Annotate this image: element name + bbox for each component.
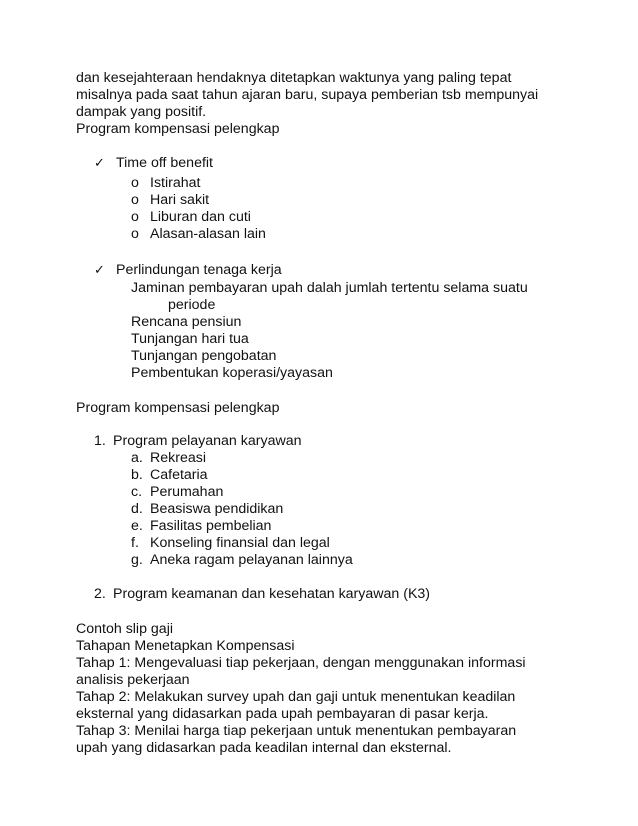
item-number: 2.	[94, 586, 106, 602]
lettered-item	[131, 450, 206, 467]
intro-line: misalnya pada saat tahun ajaran baru, supaya pemberian tsb mempunyai	[76, 87, 539, 103]
list-item	[131, 209, 251, 226]
closing-paragraph	[76, 621, 588, 757]
numbered-label: Program pelayanan karyawan	[113, 433, 302, 449]
paragraph-line: Tahapan Menetapkan Kompensasi	[76, 638, 295, 654]
paragraph-line: Tahap 3: Menilai harga tiap pekerjaan untuk menentukan pembayaran	[76, 723, 517, 739]
item-letter: c.	[131, 484, 143, 500]
list-item-text: Alasan-alasan lain	[150, 226, 266, 242]
section-heading: Program kompensasi pelengkap	[76, 400, 280, 416]
lettered-item	[131, 484, 223, 501]
list-item: Rencana pensiun	[131, 314, 242, 330]
list-item: Pembentukan koperasi/yayasan	[131, 365, 333, 381]
circle-bullet-icon: o	[131, 192, 139, 208]
checkmark-icon: ✓	[94, 156, 105, 171]
checkmark-icon: ✓	[94, 263, 105, 278]
lettered-item	[131, 501, 283, 518]
bullet-perlindungan	[94, 262, 282, 279]
list-item	[131, 175, 200, 192]
item-letter: a.	[131, 450, 143, 466]
circle-bullet-icon: o	[131, 209, 139, 225]
item-letter: f.	[131, 535, 139, 551]
lettered-text: Aneka ragam pelayanan lainnya	[150, 552, 353, 568]
circle-bullet-icon: o	[131, 226, 139, 242]
list-item: Tunjangan hari tua	[131, 331, 249, 347]
lettered-text: Rekreasi	[150, 450, 206, 466]
list-item	[131, 226, 266, 243]
section-heading: Program kompensasi pelengkap	[76, 121, 280, 137]
paragraph-line: upah yang didasarkan pada keadilan internal dan eksternal.	[76, 740, 452, 756]
list-item-text: Istirahat	[150, 175, 201, 191]
bullet-label: Time off benefit	[116, 155, 213, 171]
lettered-text: Cafetaria	[150, 467, 208, 483]
lettered-text: Beasiswa pendidikan	[150, 501, 284, 517]
lettered-item	[131, 518, 271, 535]
paragraph-line: Tahap 1: Mengevaluasi tiap pekerjaan, dengan menggunakan informasi	[76, 655, 526, 671]
intro-line: dampak yang positif.	[76, 104, 207, 120]
circle-bullet-icon: o	[131, 175, 139, 191]
item-letter: g.	[131, 552, 143, 568]
paragraph-line: eksternal yang didasarkan pada upah pembayaran di pasar kerja.	[76, 706, 489, 722]
intro-line: dan kesejahteraan hendaknya ditetapkan waktunya yang paling tepat	[76, 70, 512, 86]
lettered-item	[131, 535, 330, 552]
list-item-continuation: periode	[168, 297, 216, 313]
list-item-text: Hari sakit	[150, 192, 210, 208]
list-item: Jaminan pembayaran upah dalah jumlah tertentu selama suatu	[131, 280, 528, 296]
lettered-text: Konseling finansial dan legal	[150, 535, 330, 551]
lettered-text: Fasilitas pembelian	[150, 518, 272, 534]
item-letter: d.	[131, 501, 143, 517]
numbered-item-2	[94, 586, 430, 603]
bullet-label: Perlindungan tenaga kerja	[116, 262, 282, 278]
paragraph-line: Tahap 2: Melakukan survey upah dan gaji untuk menentukan keadilan	[76, 689, 516, 705]
paragraph-line: analisis pekerjaan	[76, 672, 190, 688]
paragraph-line: Contoh slip gaji	[76, 621, 174, 637]
item-letter: b.	[131, 467, 143, 483]
intro-paragraph	[76, 70, 588, 138]
list-item: Tunjangan pengobatan	[131, 348, 277, 364]
numbered-item-1	[94, 433, 301, 450]
list-item	[131, 192, 209, 209]
list-item-text: Liburan dan cuti	[150, 209, 251, 225]
item-number: 1.	[94, 433, 106, 449]
lettered-item	[131, 552, 353, 569]
lettered-item	[131, 467, 208, 484]
bullet-time-off	[94, 155, 213, 172]
item-letter: e.	[131, 518, 143, 534]
lettered-text: Perumahan	[150, 484, 224, 500]
numbered-label: Program keamanan dan kesehatan karyawan (K3)	[113, 586, 431, 602]
